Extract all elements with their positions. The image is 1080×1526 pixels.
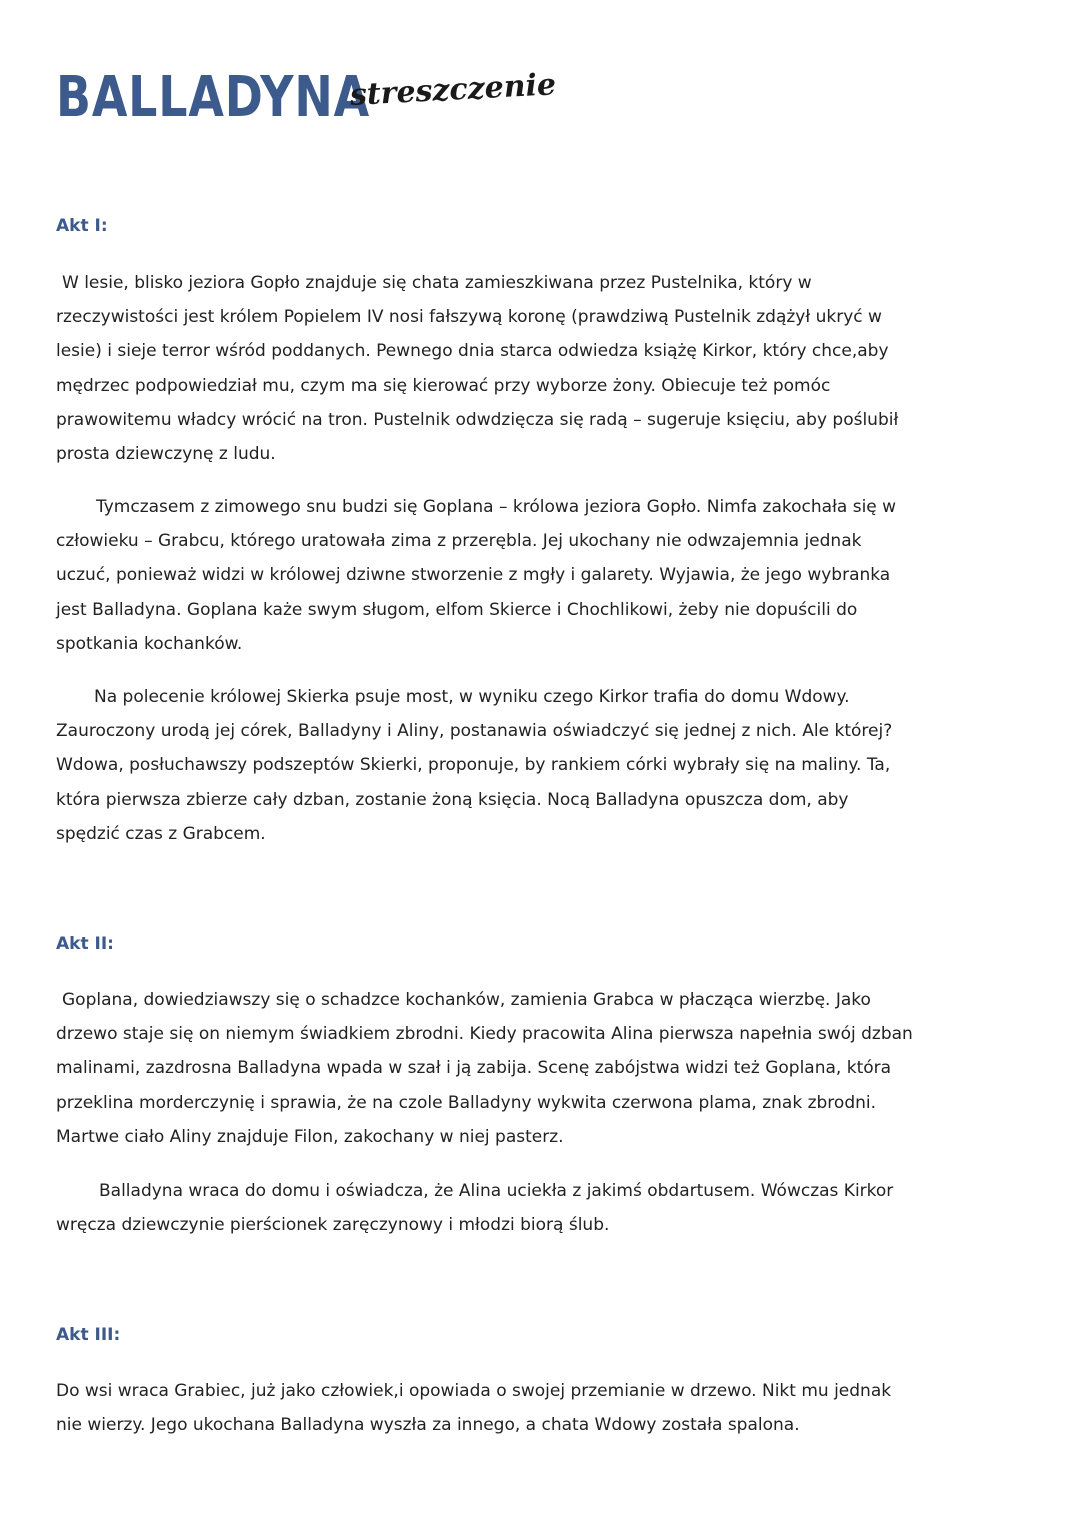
text-line: Tymczasem z zimowego snu budzi się Goplana – królowa jeziora Gopło. Nimfa zakochała się w <box>96 497 897 517</box>
paragraph <box>56 266 1036 471</box>
paragraph <box>56 1374 1036 1442</box>
text-line: która pierwsza zbierze cały dzban, zostanie żoną księcia. Nocą Balladyna opuszcza dom, aby <box>56 789 849 810</box>
text-line: uczuć, ponieważ widzi w królowej dziwne stworzenie z mgły i galarety. Wyjawia, że jego wybranka <box>56 565 891 586</box>
text-line: mędrzec podpowiedział mu, czym ma się kierować przy wyborze żony. Obiecuje też pomóc <box>56 375 831 396</box>
text-line: lesie) i sieje terror wśród poddanych. Pewnego dnia starca odwiedza książę Kirkor, który chce,aby <box>56 341 889 362</box>
document-subtitle: streszczenie <box>349 67 557 113</box>
text-line: Wdowa, posłuchawszy podszeptów Skierki, proponuje, by rankiem córki wybrały się na maliny. Ta, <box>56 755 891 776</box>
section-heading-akt-2: Akt II: <box>56 934 114 954</box>
text-line: Do wsi wraca Grabiec, już jako człowiek,i opowiada o swojej przemianie w drzewo. Nikt mu jednak <box>56 1381 892 1401</box>
text-line: Zauroczony urodą jej córek, Balladyny i Aliny, postanawia oświadczyć się jednej z nich. Ale której? <box>56 721 893 742</box>
text-line: człowieku – Grabcu, którego uratowała zima z przerębla. Jej ukochany nie odwzajemnia jednak <box>56 531 862 552</box>
text-line: drzewo staje się on niemym świadkiem zbrodni. Kiedy pracowita Alina pierwsza napełnia swój dzban <box>56 1024 913 1045</box>
document-title: BALLADYNA <box>56 65 370 130</box>
text-line: malinami, zazdrosna Balladyna wpada w szał i ją zabija. Scenę zabójstwa widzi też Goplana, która <box>56 1058 892 1079</box>
text-line: spotkania kochanków. <box>56 633 243 654</box>
paragraph <box>56 680 1036 851</box>
paragraph <box>56 1174 1036 1242</box>
text-line: rzeczywistości jest królem Popielem IV nosi fałszywą koronę (prawdziwą Pustelnik zdążył ukryć w <box>56 307 882 328</box>
text-line: przeklina morderczynię i sprawia, że na czole Balladyny wykwita czerwona plama, znak zbrodni. <box>56 1092 877 1113</box>
text-line: spędzić czas z Grabcem. <box>56 823 266 844</box>
paragraph <box>56 983 1036 1154</box>
text-line: Na polecenie królowej Skierka psuje most, w wyniku czego Kirkor trafia do domu Wdowy. <box>94 687 850 707</box>
text-line: Goplana, dowiedziawszy się o schadzce kochanków, zamienia Grabca w płacząca wierzbę. Jako <box>62 990 871 1010</box>
text-line: Martwe ciało Aliny znajduje Filon, zakochany w niej pasterz. <box>56 1126 564 1147</box>
section-heading-akt-1: Akt I: <box>56 216 108 236</box>
text-line: wręcza dziewczynie pierścionek zaręczynowy i młodzi biorą ślub. <box>56 1215 610 1236</box>
paragraph <box>56 490 1036 661</box>
text-line: prosta dziewczynę z ludu. <box>56 443 276 464</box>
text-line: jest Balladyna. Goplana każe swym sługom, elfom Skierce i Chochlikowi, żeby nie dopuścili do <box>56 599 858 620</box>
text-line: Balladyna wraca do domu i oświadcza, że Alina uciekła z jakimś obdartusem. Wówczas Kirkor <box>99 1181 894 1201</box>
text-line: nie wierzy. Jego ukochana Balladyna wyszła za innego, a chata Wdowy została spalona. <box>56 1415 800 1436</box>
section-heading-akt-3: Akt III: <box>56 1325 121 1345</box>
text-line: W lesie, blisko jeziora Gopło znajduje się chata zamieszkiwana przez Pustelnika, który w <box>62 273 812 293</box>
text-line: prawowitemu władcy wrócić na tron. Pustelnik odwdzięcza się radą – sugeruje księciu, aby poślubił <box>56 409 899 430</box>
